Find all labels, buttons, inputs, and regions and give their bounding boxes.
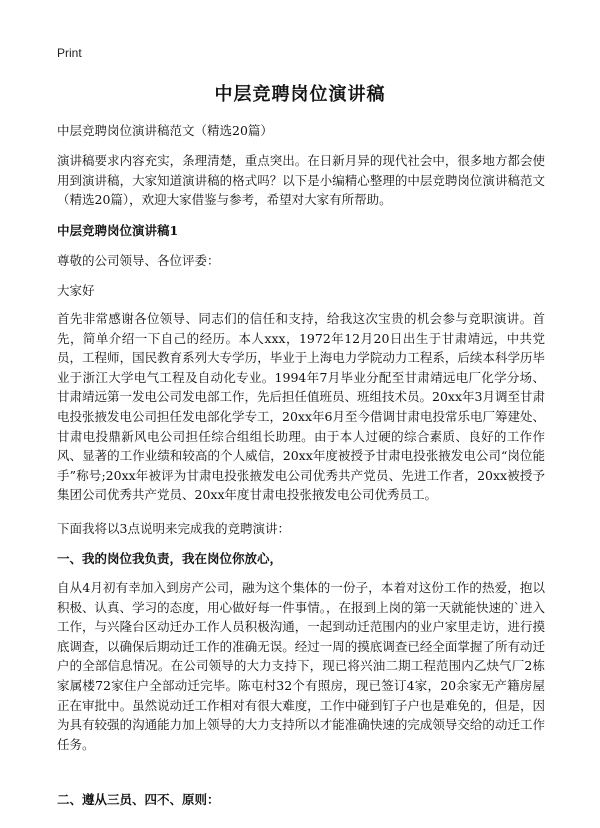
page-title: 中层竞聘岗位演讲稿 — [214, 84, 386, 105]
greeting: 尊敬的公司领导、各位评委： — [57, 253, 220, 268]
subtitle: 中层竞聘岗位演讲稿范文（精选20篇） — [57, 123, 273, 138]
body-paragraph-1: 首先非常感谢各位领导、同志们的信任和支持，给我这次宝贵的机会参与竞职演讲。首先，简单介绍一下自己的经历。本人xxx，1972年12月20日出生于甘肃靖远，中共党员，工程师，国民教育系列大专学历，毕业于上海电力学院动力工程系，后续本科学历毕业于浙江大学电气工程及自动化专业。1994年7月毕业分配至甘肃靖远电厂化学分场、甘肃靖远第一发电公司发电部工作，先后担任值班员、班组技术员。20xx年3月调至甘肃电投张掖发电公司担任发电部化学专工，20xx年6月至今借调甘肃电投常乐电厂筹建处、甘肃电投鼎新风电公司担任综合组组长助理。由于本人过硬的综合素质、良好的工作作风、显著的工作业绩和较高的个人威信，20xx年度被授予甘肃电投张掖发电公司“岗位能手”称号;20xx年被评为甘肃电投张掖发电公司优秀共产党员、先进工作者，20xx被授予集团公司优秀共产党员、20xx年度甘肃电投张掖发电公司优秀员工。 — [57, 311, 545, 503]
print-link[interactable]: Print — [57, 46, 82, 60]
point-heading-2: 二、遵从三员、四不、原则： — [57, 792, 220, 807]
body-paragraph-2: 自从4月初有幸加入到房产公司，融为这个集体的一份子，本着对这份工作的热爱，抱以积极、认真、学习的态度，用心做好每一件事情。，在报到上岗的第一天就能快速的`进入工作，与兴隆台区动迁办工作人员积极沟通，一起到动迁范围内的业户家里走访，进行摸底调查，以确保后期动迁工作的准确无误。经过一周的摸底调查已经全面掌握了所有动迁户的全部信息情况。在公司领导的大力支持下，现已将兴油二期工程范围内乙炔气厂2栋家属楼72家住户全部动迁完毕。陈屯村32个有照房，现已签订4家，20余家无产籍房屋正在审批中。虽然说动迁工作相对有很大难度，工作中碰到钉子户也是难免的，但是，因为具有较强的沟通能力加上领导的大力支持所以才能准确快速的完成领导交给的动迁工作任务。 — [57, 580, 545, 752]
transition-line: 下面我将以3点说明来完成我的竞聘演讲： — [57, 521, 290, 536]
point-heading-1: 一、我的岗位我负责，我在岗位你放心， — [57, 551, 283, 566]
intro-paragraph: 演讲稿要求内容充实，条理清楚，重点突出。在日新月异的现代社会中，很多地方都会使用到演讲稿，大家知道演讲稿的格式吗？以下是小编精心整理的中层竞聘岗位演讲稿范文（精选20篇），欢迎大家借鉴与参考，希望对大家有所帮助。 — [57, 153, 545, 208]
section-heading-1: 中层竞聘岗位演讲稿1 — [57, 223, 179, 238]
greeting-2: 大家好 — [57, 283, 95, 298]
